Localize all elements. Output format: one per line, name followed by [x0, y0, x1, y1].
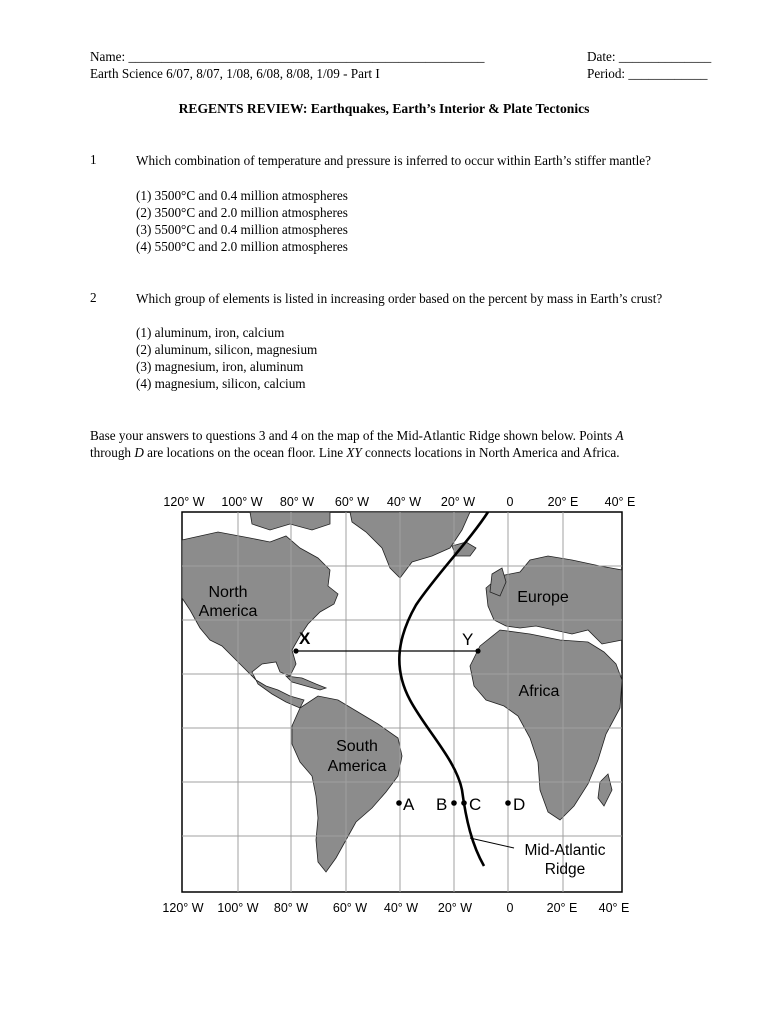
question-2-choice-1: (1) aluminum, iron, calcium — [136, 325, 285, 340]
lon-label-bottom: 40° W — [383, 901, 419, 915]
question-1-choice-3: (3) 5500°C and 0.4 million atmospheres — [136, 222, 348, 237]
lon-label-top: 40° E — [604, 495, 636, 509]
question-1-choice-2: (2) 3500°C and 2.0 million atmospheres — [136, 205, 348, 220]
point-d-ref: D — [134, 445, 144, 460]
question-1-text: Which combination of temperature and pressure is inferred to occur within Earth’s stiffer mantle? — [136, 153, 651, 168]
north-america-label: America — [198, 603, 258, 620]
line-xy-ref: XY — [346, 445, 362, 460]
south-america-label: America — [327, 758, 387, 775]
question-1-choice-4: (4) 5500°C and 2.0 million atmospheres — [136, 239, 348, 254]
lon-label-bottom: 80° W — [273, 901, 309, 915]
point-a-label: A — [403, 795, 415, 814]
lon-label-bottom: 40° E — [598, 901, 630, 915]
point-c-dot — [461, 800, 467, 806]
north-america-label: North — [208, 584, 248, 601]
point-y-label: Y — [462, 630, 474, 649]
point-y-dot — [475, 648, 480, 653]
lon-label-top: 0 — [506, 495, 514, 509]
lon-label-bottom: 0 — [506, 901, 514, 915]
europe-label: Europe — [517, 589, 569, 606]
question-2-choice-3: (3) magnesium, iron, aluminum — [136, 359, 304, 374]
question-1-number: 1 — [90, 152, 97, 167]
point-x-dot — [293, 648, 298, 653]
period-field-label: Period: ____________ — [587, 66, 708, 81]
point-d-label: D — [513, 795, 526, 814]
africa-label: Africa — [518, 683, 560, 700]
lon-label-top: 80° W — [279, 495, 315, 509]
lon-label-top: 120° W — [163, 495, 205, 509]
lon-label-bottom: 100° W — [217, 901, 259, 915]
ridge-label: Ridge — [544, 861, 586, 878]
point-b-dot — [451, 800, 457, 806]
question-2-number: 2 — [90, 290, 97, 305]
ridge-label: Mid-Atlantic — [524, 842, 606, 859]
lon-label-top: 40° W — [386, 495, 422, 509]
point-b-label: B — [436, 795, 448, 814]
question-2-text: Which group of elements is listed in increasing order based on the percent by mass in Earth’s crust? — [136, 291, 663, 306]
question-2-choice-2: (2) aluminum, silicon, magnesium — [136, 342, 318, 357]
lon-label-bottom: 120° W — [162, 901, 204, 915]
course-line: Earth Science 6/07, 8/07, 1/08, 6/08, 8/08, 1/09 - Part I — [90, 66, 380, 81]
map-instructions: Base your answers to questions 3 and 4 on the map of the Mid-Atlantic Ridge shown below. Points A through D are locations on the ocean floor. Line XY connects locations in North America and Africa. — [90, 428, 624, 460]
page-title: REGENTS REVIEW: Earthquakes, Earth’s Interior & Plate Tectonics — [178, 101, 590, 116]
lon-label-bottom: 60° W — [332, 901, 368, 915]
south-america-label: South — [336, 738, 378, 755]
point-a-dot — [396, 800, 402, 806]
date-field-label: Date: ______________ — [587, 49, 712, 64]
lon-label-top: 100° W — [221, 495, 263, 509]
question-1-choice-1: (1) 3500°C and 0.4 million atmospheres — [136, 188, 348, 203]
question-2-choice-4: (4) magnesium, silicon, calcium — [136, 376, 306, 391]
lon-label-top: 20° E — [547, 495, 579, 509]
point-a-ref: A — [615, 428, 624, 443]
point-d-dot — [505, 800, 511, 806]
lon-label-top: 60° W — [334, 495, 370, 509]
lon-label-bottom: 20° W — [437, 901, 473, 915]
point-c-label: C — [469, 795, 482, 814]
lon-label-top: 20° W — [440, 495, 476, 509]
name-field-label: Name: ______________________________________________________ — [90, 49, 485, 64]
lon-label-bottom: 20° E — [546, 901, 578, 915]
point-x-label: X — [299, 629, 311, 648]
